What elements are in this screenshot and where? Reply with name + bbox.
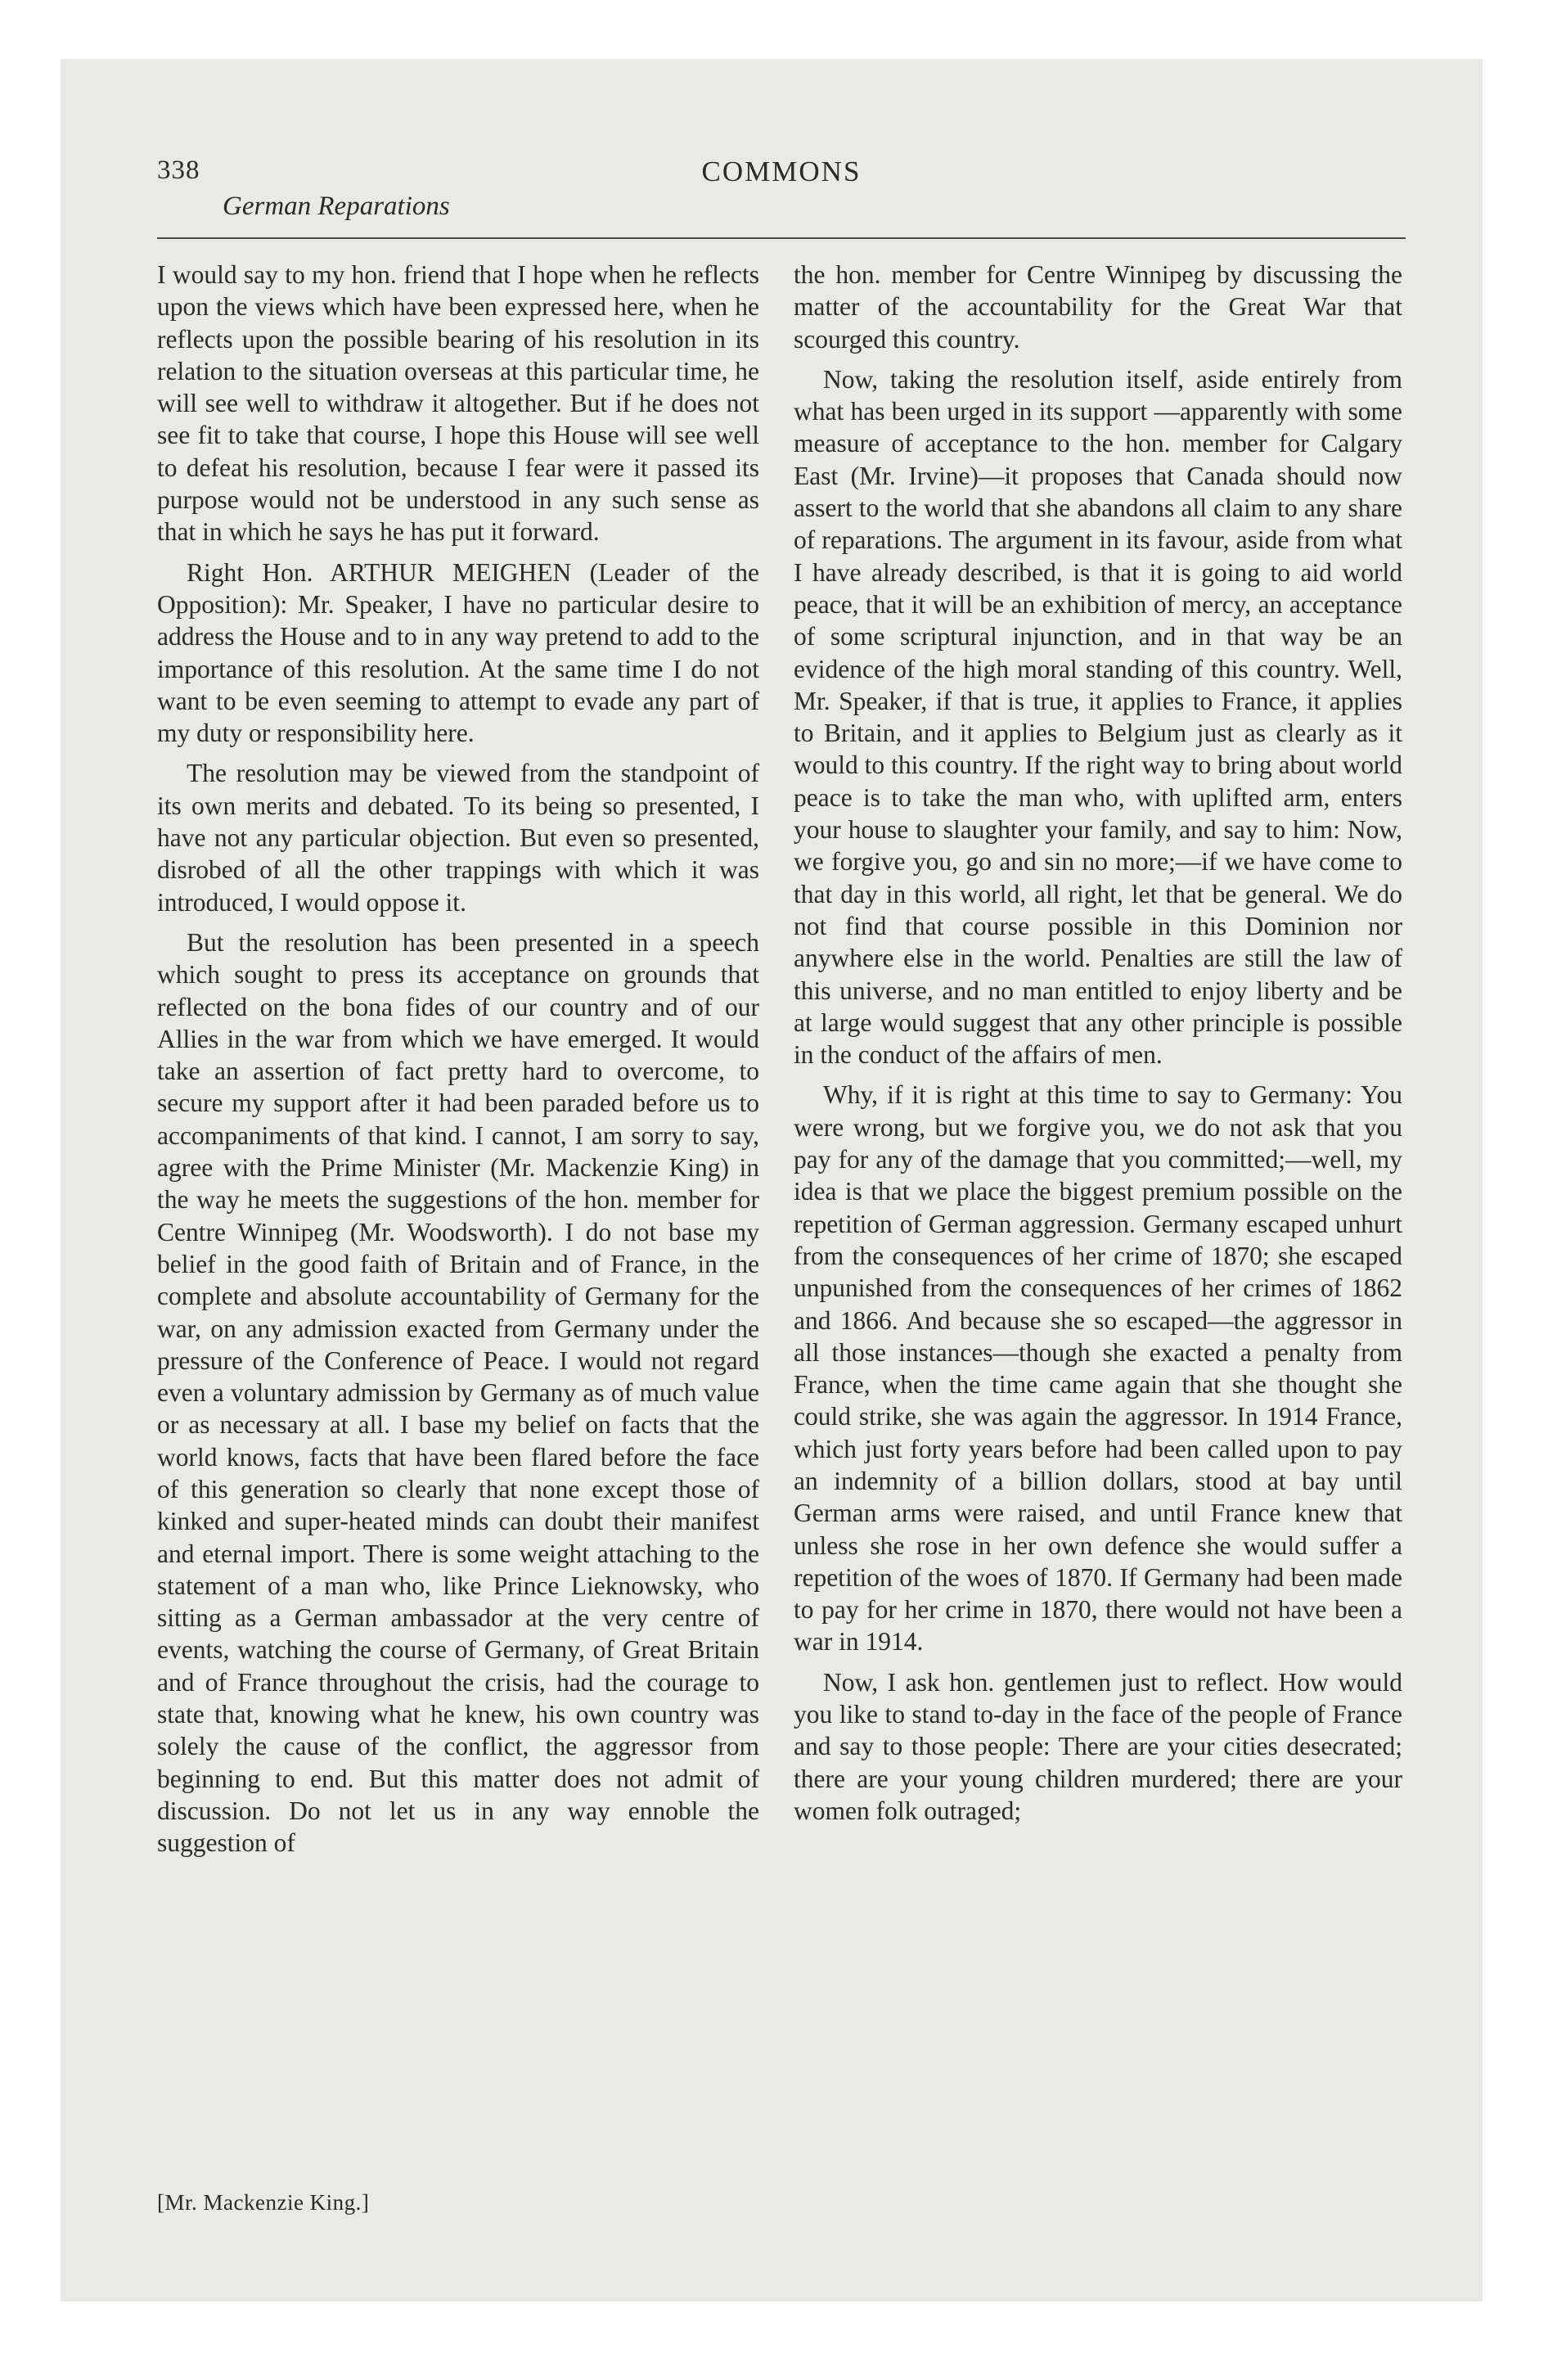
paragraph: Right Hon. ARTHUR MEIGHEN (Leader of the Opposition): Mr. Speaker, I have no particular desire to address the House and to in any way pretend to add to the importance of this resolution. At the same time I do not want to be even seeming to attempt to evade any part of my duty or responsibility here.: [157, 557, 759, 748]
right-column: [794, 259, 1402, 1835]
paragraph: Why, if it is right at this time to say to Germany: You were wrong, but we forgive you, we do not ask that you pay for any of the damage that you committed;—well, my idea is that we place the biggest premium possible on the repetition of German aggression. Germany escaped unhurt from the consequences of her crime of 1870; she escaped unpunished from the consequences of her crimes of 1862 and 1866. And because she so escaped—the aggressor in all those instances—though she exacted a penalty from France, when the time came again that she thought she could strike, she was again the aggressor. In 1914 France, which just forty years before had been called upon to pay an indemnity of a billion dollars, stood at bay until German arms were raised, and until France knew that unless she rose in her own defence she would suffer a repetition of the woes of 1870. If Germany had been made to pay for her crime in 1870, there would not have been a war in 1914.: [794, 1080, 1402, 1657]
header-rule: [157, 237, 1406, 239]
speaker-credit: [Mr. Mackenzie King.]: [157, 2190, 370, 2215]
left-column: [157, 259, 759, 1868]
paragraph: The resolution may be viewed from the standpoint of its own merits and debated. To its being so presented, I have not any particular objection. But even so presented, disrobed of all the other trappings with which it was introduced, I would oppose it.: [157, 759, 759, 917]
paragraph: I would say to my hon. friend that I hope when he reflects upon the views which have been expressed here, when he reflects upon the possible bearing of his resolution in its relation to the situation overseas at this particular time, he will see well to withdraw it altogether. But if he does not see fit to take that course, I hope this House will see well to defeat his resolution, because I fear were it passed its purpose would not be understood in any such sense as that in which he says he has put it forward.: [157, 260, 759, 547]
paragraph: But the resolution has been presented in a speech which sought to press its acceptance on grounds that reflected on the bona fides of our country and of our Allies in the war from which we have emerged. It would take an assertion of fact pretty hard to overcome, to secure my support after it had been paraded before us to accompaniments of that kind. I cannot, I am sorry to say, agree with the Prime Minister (Mr. Mackenzie King) in the way he meets the suggestions of the hon. member for Centre Winnipeg (Mr. Woodsworth). I do not base my belief in the good faith of Britain and of France, in the complete and absolute accountability of Germany for the war, on any admission exacted from Germany under the pressure of the Conference of Peace. I would not regard even a voluntary admission by Germany as of much value or as necessary at all. I base my belief on facts that the world knows, facts that have been flared before the face of this generation so clearly that none except those of kinked and super-heated minds can doubt their manifest and eternal import. There is some weight attaching to the statement of a man who, like Prince Lieknowsky, who sitting as a German ambassador at the very centre of events, watching the course of Germany, of Great Britain and of France throughout the crisis, had the courage to state that, knowing what he knew, his own country was solely the cause of the conflict, the aggressor from beginning to end. But this matter does not admit of discussion. Do not let us in any way ennoble the suggestion of: [157, 927, 759, 1858]
paragraph: the hon. member for Centre Winnipeg by discussing the matter of the accountability for the Great War that scourged this country.: [794, 260, 1402, 354]
page-header: [157, 156, 1406, 237]
paragraph: Now, I ask hon. gentlemen just to reflect. How would you like to stand to-day in the face of the people of France and say to those people: There are your cities desecrated; there are your young children murdered; there are your women folk outraged;: [794, 1667, 1402, 1825]
running-title: COMMONS: [701, 156, 862, 187]
section-title: German Reparations: [223, 192, 450, 221]
paragraph: Now, taking the resolution itself, aside entirely from what has been urged in its support —apparently with some measure of acceptance to the hon. member for Calgary East (Mr. Irvine)—it proposes that Canada should now assert to the world that she abandons all claim to any share of reparations. The argument in its favour, aside from what I have already described, is that it is going to aid world peace, that it will be an exhibition of mercy, an acceptance of some scriptural injunction, and in that way be an evidence of the high moral standing of this country. Well, Mr. Speaker, if that is true, it applies to France, it applies to Britain, and it applies to Belgium just as clearly as it would to this country. If the right way to bring about world peace is to take the man who, with uplifted arm, enters your house to slaughter your family, and say to him: Now, we forgive you, go and sin no more;—if we have come to that day in this world, all right, let that be general. We do not find that course possible in this Dominion nor anywhere else in the world. Penalties are still the law of this universe, and no man entitled to enjoy liberty and be at large would suggest that any other principle is possible in the conduct of the affairs of men.: [794, 364, 1402, 1070]
page-number: 338: [157, 156, 200, 185]
